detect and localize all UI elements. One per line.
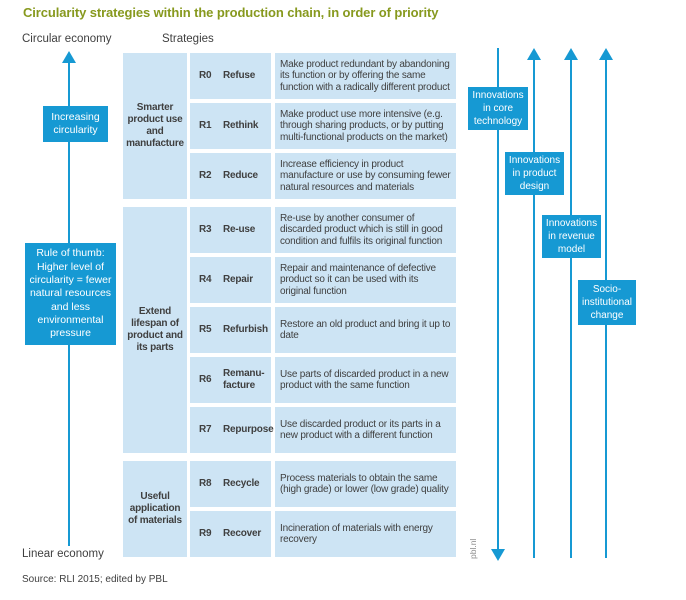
group-extend-lifespan	[123, 207, 456, 453]
strategy-code: R2	[199, 170, 212, 181]
strategy-cell	[190, 511, 271, 557]
circular-economy-label: Circular economy	[22, 33, 112, 45]
strategy-code: R5	[199, 324, 212, 335]
strategy-code: R8	[199, 478, 212, 489]
table-row	[190, 511, 456, 557]
pbl-watermark: pbl.nl	[468, 538, 478, 559]
table-row	[190, 407, 456, 453]
strategy-cell	[190, 153, 271, 199]
innovations-product-design-box: Innovations in product design	[505, 152, 564, 195]
strategy-description: Process materials to obtain the same (high grade) or lower (low grade) quality	[275, 461, 456, 507]
strategy-code: R7	[199, 424, 212, 435]
strategy-cell	[190, 307, 271, 353]
increasing-circularity-box: Increasing circularity	[43, 106, 108, 142]
table-row	[190, 207, 456, 253]
strategy-name: Refuse	[223, 70, 256, 81]
strategies-table	[123, 53, 456, 557]
strategy-description: Repair and maintenance of defective product so it can be used with its original function	[275, 257, 456, 303]
strategy-description: Make product redundant by abandoning its function or by offering the same function with a radically different product	[275, 53, 456, 99]
strategy-code: R4	[199, 274, 212, 285]
linear-economy-label: Linear economy	[22, 548, 104, 560]
strategy-name: Refurbish	[223, 324, 268, 335]
table-row	[190, 357, 456, 403]
strategy-name: Repair	[223, 274, 253, 285]
strategy-name: Recover	[223, 528, 262, 539]
strategy-description: Increase efficiency in product manufacture or use by consuming fewer natural resources and materials	[275, 153, 456, 199]
innovations-core-technology-box: Innovations in core technology	[468, 87, 528, 130]
strategy-name: Re-use	[223, 224, 256, 235]
strategies-header: Strategies	[162, 33, 214, 45]
figure-title: Circularity strategies within the production chain, in order of priority	[23, 5, 439, 20]
innovations-revenue-model-box: Innovations in revenue model	[542, 215, 601, 258]
strategy-cell	[190, 103, 271, 149]
group-label: Smarter product use and manufacture	[123, 53, 187, 199]
strategy-description: Re-use by another consumer of discarded product which is still in good condition and fulfils its original function	[275, 207, 456, 253]
strategy-name: Reduce	[223, 170, 258, 181]
strategy-code: R3	[199, 224, 212, 235]
strategy-name: Repurpose	[223, 424, 274, 435]
strategy-description: Use discarded product or its parts in a new product with a different function	[275, 407, 456, 453]
revenue-model-arrow-line	[570, 59, 572, 558]
strategy-cell	[190, 407, 274, 453]
strategy-name: Rethink	[223, 120, 259, 131]
source-note: Source: RLI 2015; edited by PBL	[22, 574, 168, 585]
group-label: Useful application of materials	[123, 461, 187, 557]
down-arrow-icon	[491, 549, 505, 561]
strategy-code: R9	[199, 528, 212, 539]
table-row	[190, 103, 456, 149]
table-row	[190, 307, 456, 353]
strategy-description: Incineration of materials with energy recovery	[275, 511, 456, 557]
strategy-cell	[190, 207, 271, 253]
table-row	[190, 257, 456, 303]
table-row	[190, 53, 456, 99]
rule-of-thumb-box: Rule of thumb: Higher level of circularity = fewer natural resources and less environmental pressure	[25, 243, 116, 345]
strategy-cell	[190, 461, 271, 507]
strategy-description: Restore an old product and bring it up to date	[275, 307, 456, 353]
strategy-code: R0	[199, 70, 212, 81]
strategy-cell	[190, 53, 271, 99]
group-smarter-product-use	[123, 53, 456, 199]
strategy-description: Make product use more intensive (e.g. through sharing products, or by putting multi-functional products on the market)	[275, 103, 456, 149]
strategy-code: R6	[199, 374, 212, 385]
table-row	[190, 461, 456, 507]
product-design-arrow-line	[533, 59, 535, 558]
strategy-name: Remanu-facture	[223, 368, 265, 391]
table-row	[190, 153, 456, 199]
group-label: Extend lifespan of product and its parts	[123, 207, 187, 453]
strategy-name: Recycle	[223, 478, 260, 489]
group-useful-application	[123, 461, 456, 557]
strategy-description: Use parts of discarded product in a new product with the same function	[275, 357, 456, 403]
strategy-code: R1	[199, 120, 212, 131]
strategy-cell	[190, 257, 271, 303]
strategy-cell	[190, 357, 271, 403]
socio-institutional-change-box: Socio-institutional change	[578, 280, 636, 325]
